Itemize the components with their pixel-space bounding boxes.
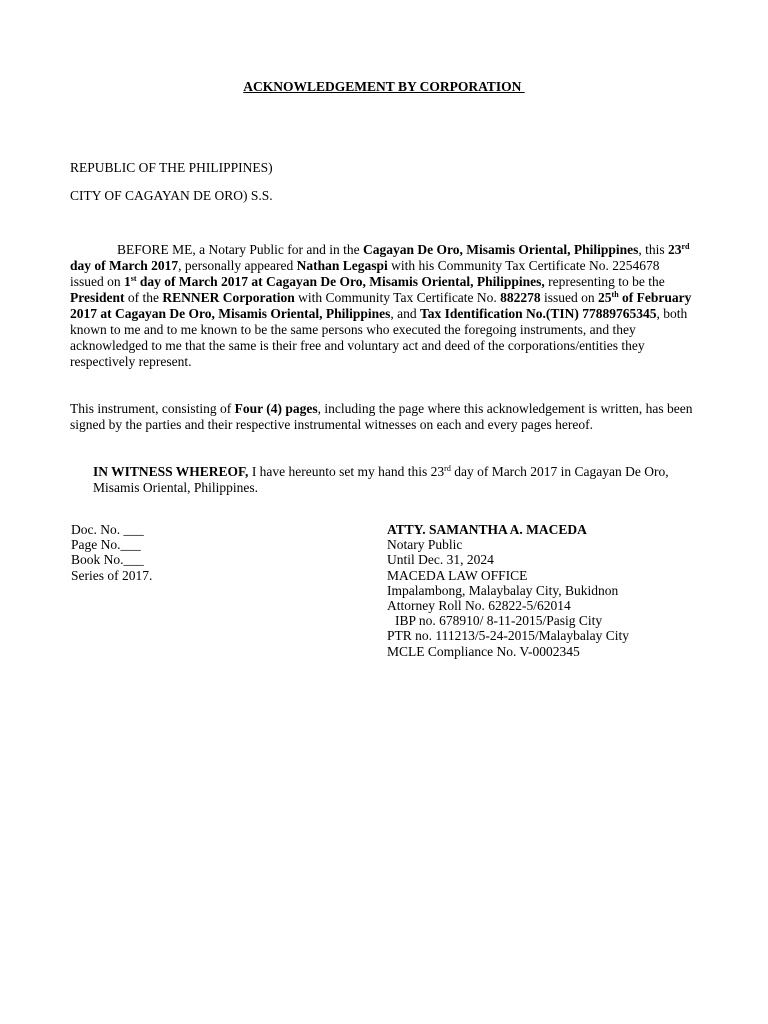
ordinal-suffix: rd	[681, 242, 690, 251]
page-count-bold: Four (4) pages	[234, 401, 318, 416]
corporation-ctc-number: 882278	[500, 290, 541, 305]
law-office: MACEDA LAW OFFICE	[387, 567, 528, 583]
document-register-info	[71, 522, 152, 583]
series-year: Series of 2017.	[71, 567, 153, 583]
witness-paragraph	[93, 464, 695, 496]
date-day: 25	[598, 290, 612, 305]
ordinal-suffix: rd	[444, 464, 451, 473]
text-run: BEFORE ME, a Notary Public for and in the	[117, 242, 363, 257]
place-bold: Cagayan De Oro, Misamis Oriental, Philippines	[362, 242, 639, 257]
instrument-paragraph	[70, 401, 695, 433]
ordinal-suffix: st	[130, 274, 137, 283]
ibp-number: IBP no. 678910/ 8-11-2015/Pasig City	[395, 613, 603, 629]
text-run: This instrument, consisting of	[70, 401, 235, 416]
text-run: , personally appeared	[178, 258, 297, 273]
notary-title: Notary Public	[387, 537, 463, 553]
position-bold: President	[70, 290, 125, 305]
date-day: 23	[668, 242, 682, 257]
ptr-number: PTR no. 111213/5-24-2015/Malaybalay City	[387, 628, 629, 644]
text-run: issued on	[540, 290, 599, 305]
text-run: I have hereunto set my hand this 23	[248, 464, 445, 479]
text-run: with his Community Tax Certificate No. 2254678 issued on	[70, 258, 660, 289]
text-run: , and	[390, 306, 421, 321]
page-number: Page No.___	[71, 537, 141, 553]
ctc-issue-date	[124, 274, 545, 289]
notary-signature-block	[387, 522, 629, 659]
text-run: , this	[638, 242, 668, 257]
text-run: , including the page where this acknowledgement is written, has been signed by the parties and their respective instrumental witnesses on each and every pages hereof.	[70, 401, 693, 432]
document-title: ACKNOWLEDGEMENT BY CORPORATION	[243, 79, 525, 94]
date-rest: day of March 2017	[70, 258, 179, 273]
notary-name: ATTY. SAMANTHA A. MACEDA	[387, 522, 587, 537]
appearer-name: Nathan Legaspi	[296, 258, 388, 273]
text-run: day of March 2017 in Cagayan De Oro, Misamis Oriental, Philippines.	[93, 464, 669, 495]
commission-expiry: Until Dec. 31, 2024	[387, 552, 494, 568]
text-run: representing to be the	[544, 274, 665, 289]
ordinal-suffix: th	[611, 290, 619, 299]
acknowledgement-paragraph	[70, 242, 695, 370]
text-run: of the	[124, 290, 163, 305]
venue-city: CITY OF CAGAYAN DE ORO) S.S.	[70, 188, 273, 203]
text-run: , both known to me and to me known to be the same persons who executed the foregoing instruments, and they acknowledged to me that the same is their free and voluntary act and deed of the corporations/entities they respectively represent.	[70, 306, 688, 369]
mcle-compliance-number: MCLE Compliance No. V-0002345	[387, 643, 580, 659]
witness-whereof-bold: IN WITNESS WHEREOF,	[93, 464, 249, 479]
book-number: Book No.___	[71, 552, 144, 568]
corporation-name: RENNER Corporation	[162, 290, 295, 305]
tin-bold: Tax Identification No.(TIN) 77889765345	[420, 306, 657, 321]
text-run: with Community Tax Certificate No.	[294, 290, 501, 305]
date-rest: day of March 2017 at Cagayan De Oro, Misamis Oriental, Philippines,	[136, 274, 545, 289]
attorney-roll-number: Attorney Roll No. 62822-5/62014	[387, 598, 571, 614]
venue-republic: REPUBLIC OF THE PHILIPPINES)	[70, 160, 273, 175]
date-day: 1	[124, 274, 131, 289]
date-rest: of February 2017 at Cagayan De Oro, Misamis Oriental, Philippines	[70, 290, 692, 321]
office-address: Impalambong, Malaybalay City, Bukidnon	[387, 582, 619, 598]
doc-number: Doc. No. ___	[71, 522, 144, 537]
